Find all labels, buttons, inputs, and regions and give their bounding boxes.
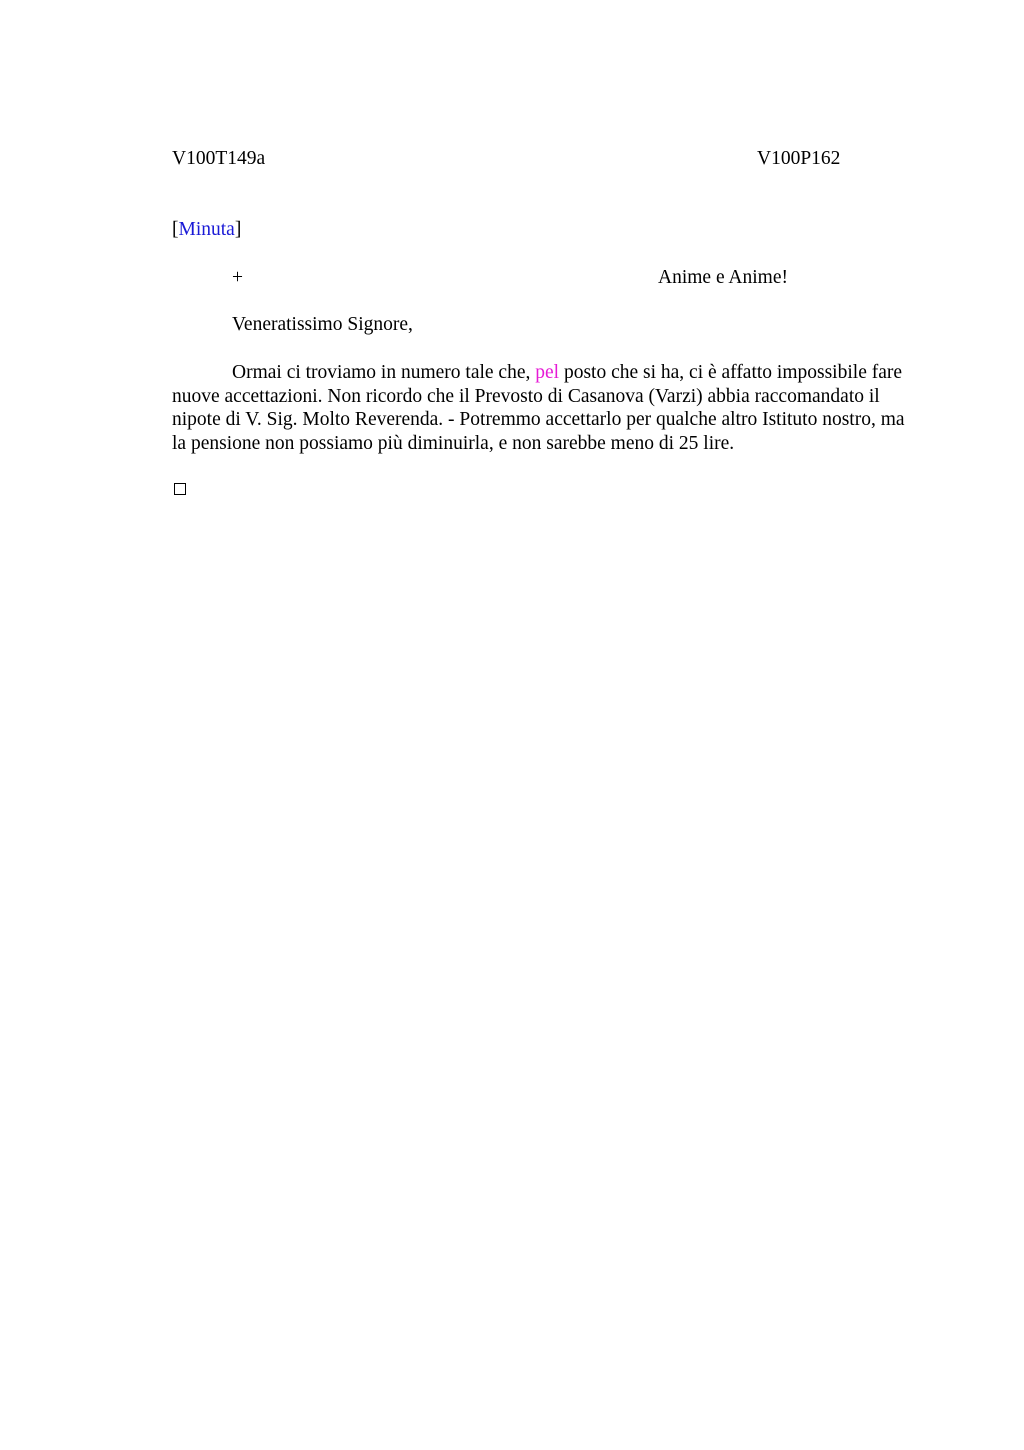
document-code-right: V100P162 — [757, 148, 841, 169]
document-code-left: V100T149a — [172, 148, 266, 169]
minuta-close-bracket: ] — [234, 219, 242, 240]
cross-symbol: + — [232, 267, 243, 288]
body-highlight-word: pel — [535, 362, 560, 383]
minuta-label — [172, 218, 241, 241]
body-text-part2: posto che si ha, ci è affatto impossibile fare nuove accettazioni. Non ricordo che il Prevosto di Casanova (Varzi) abbia raccomandato il nipote di V. Sig. Molto Reverenda. - Potremmo accettarlo per qualche altro Istituto nostro, ma la pensione non possiamo più diminuirla, e non sarebbe meno di 25 lire. — [172, 362, 905, 455]
motto: Anime e Anime! — [658, 267, 788, 288]
salutation: Veneratissimo Signore, — [232, 314, 413, 335]
minuta-open-bracket: [ — [172, 219, 179, 240]
body-text-part1: Ormai ci troviamo in numero tale che, — [232, 362, 536, 383]
letter-body — [172, 361, 912, 456]
minuta-word: Minuta — [178, 219, 235, 240]
end-marker-box-icon — [174, 483, 186, 495]
